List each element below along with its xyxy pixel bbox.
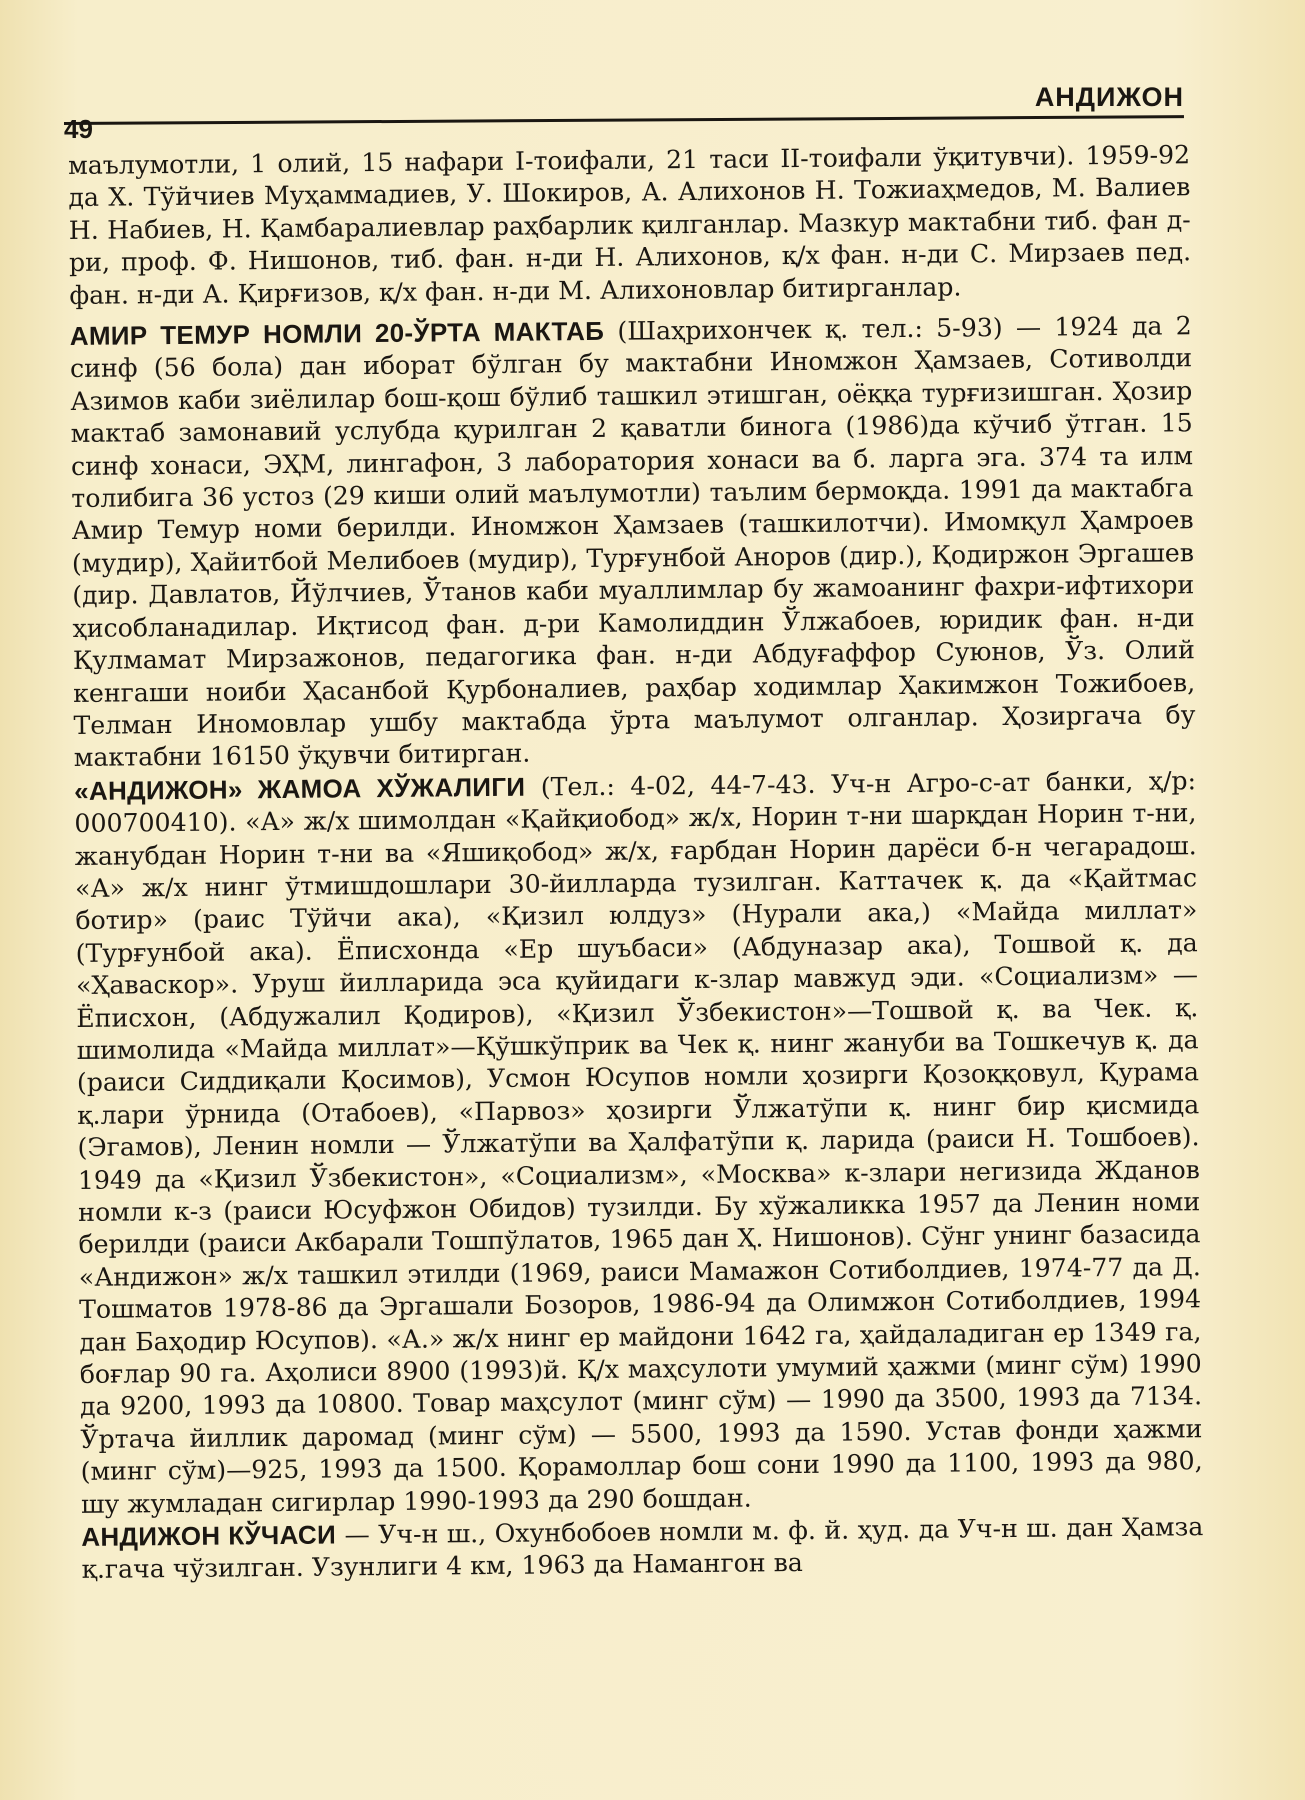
entry-amir-temur-school bbox=[70, 309, 1196, 774]
entry-text: (Тел.: 4-02, 44-7-43. Уч-н Агро-с-ат банки, ҳ/р: 000700410). «А» ж/х шимолдан «Қайқиобод» ж/х, Норин т-ни шарқдан Норин т-ни, жанубдан Норин т-ни ва «Яшиқобод» ж/х, ғарбдан Норин дарёси б-н чегарадош. «А» ж/х нинг ўтмишдошлари 30-йилларда тузилган. Каттачек қ. да «Қайтмас ботир» (раис Тўйчи ака), «Қизил юлдуз» (Нурали ака,) «Майда миллат» (Турғунбой ака). Ёписхонда «Ер шуъбаси» (Абдуназар ака), Тошвой қ. да «Ҳаваскор». Уруш йилларида эса қуйидаги к-злар мавжуд эди. «Социализм» — Ёписхон, (Абдужалил Қодиров), «Қизил Ўзбекистон»—Тошвой қ. ва Чек. қ. шимолида «Майда миллат»—Қўшкўприк ва Чек қ. нинг жануби ва Тошкечув қ. да (раиси Сиддиқали Қосимов), Усмон Юсупов номли ҳозирги Қозоққовул, Қурама қ.лари ўрнида (Отабоев), «Парвоз» ҳозирги Ўлжатўпи қ. нинг бир қисмида (Эгамов), Ленин номли — Ўлжатўпи ва Ҳалфатўпи қ. ларида (раиси Н. Тошбоев). 1949 да «Қизил Ўзбекистон», «Социализм», «Москва» к-злари негизида Жданов номли к-з (раиси Юсуфжон Обидов) тузилди. Бу хўжаликка 1957 да Ленин номи берилди (раиси Акбарали Тошпўлатов, 1965 дан Ҳ. Нишонов). Сўнг унинг базасида «Андижон» ж/х ташкил этилди (1969, раиси Мамажон Сотиболдиев, 1974-77 да Д. Тошматов 1978-86 да Эргашали Бозоров, 1986-94 да Олимжон Сотиболдиев, 1994 дан Баҳодир Юсупов). «А.» ж/х нинг ер майдони 1642 га, ҳайдаладиган ер 1349 га, боғлар 90 га. Аҳолиси 8900 (1993)й. Қ/х маҳсулоти умумий ҳажми (минг сўм) 1990 да 9200, 1993 да 10800. Товар маҳсулот (минг сўм) — 1990 да 3500, 1993 да 7134. Ўртача йиллик даромад (минг сўм) — 5500, 1993 да 1590. Устав фонди ҳажми (минг сўм)—925, 1993 да 1500. Қорамоллар бош сони 1990 да 1100, 1993 да 980, шу жумладан сигирлар 1990-1993 да 290 бошдан. bbox=[74, 765, 1203, 1519]
entry-andijon-street bbox=[81, 1510, 1204, 1587]
entry-heading: АМИР ТЕМУР НОМЛИ 20-ЎРТА МАКТАБ bbox=[69, 315, 605, 352]
entry-text: — Уч-н ш., Охунбобоев номли м. ф. й. ҳуд. да Уч-н ш. дан Ҳамза қ.гача чўзилган. Узунлиги 4 км, 1963 да Намангон ва bbox=[81, 1512, 1204, 1585]
entry-text: (Шаҳрихончек қ. тел.: 5-93) — 1924 да 2 синф (56 бола) дан иборат бўлган бу мактабни Иномжон Ҳамзаев, Сотиволди Азимов каби зиёлилар бош-қош бўлиб ташкил этишган, оёққа турғизишган. Ҳозир мактаб замонавий услубда қурилган 2 қаватли бинога (1986)да кўчиб ўтган. 15 синф хонаси, ЭҲМ, лингафон, 3 лаборатория хонаси ва б. ларга эга. 374 та илм толибига 36 устоз (29 киши олий маълумотли) таълим бермоқда. 1991 да мактабга Амир Темур номи берилди. Иномжон Ҳамзаев (ташкилотчи). Имомқул Ҳамроев (мудир), Ҳайитбой Мелибоев (мудир), Турғунбой Аноров (дир.), Қодиржон Эргашев (дир. Давлатов, Йўлчиев, Ўтанов каби муаллимлар бу жамоанинг фахри-ифтихори ҳисобланадилар. Иқтисод фан. д-ри Камолиддин Ўлжабоев, юридик фан. н-ди Қулмамат Мирзажонов, педагогика фан. н-ди Абдуғаффор Суюнов, Ўз. Олий кенгаши ноиби Ҳасанбой Қурбоналиев, раҳбар ходимлар Ҳакимжон Тожибоев, Телман Иномовлар ушбу мактабда ўрта маълумот олганлар. Ҳозиргача бу мактабни 16150 ўқувчи битирган. bbox=[69, 311, 1196, 773]
entry-andijon-collective-farm bbox=[74, 764, 1203, 1521]
header-rule bbox=[64, 115, 1184, 125]
entry-continuation bbox=[68, 139, 1192, 312]
page-number: 49 bbox=[64, 114, 93, 144]
page-header bbox=[64, 82, 1184, 146]
page-body bbox=[68, 139, 1204, 1587]
entry-heading: АНДИЖОН КЎЧАСИ bbox=[81, 1519, 337, 1552]
entry-heading: «АНДИЖОН» ЖАМОА ХЎЖАЛИГИ bbox=[74, 771, 526, 806]
entry-text: маълумотли, 1 олий, 15 нафари I-тоифали, 21 таси II-тоифали ўқитувчи). 1959-92 да Х. Тўйчиев Муҳаммадиев, У. Шокиров, А. Алихонов Н. Тожиаҳмедов, М. Валиев Н. Набиев, Н. Қамбаралиевлар раҳбарлик қилганлар. Мазкур мактабни тиб. фан д-ри, проф. Ф. Нишонов, тиб. фан. н-ди Н. Алихонов, қ/х фан. н-ди С. Мирзаев пед. фан. н-ди А. Қирғизов, қ/х фан. н-ди М. Алихоновлар битирганлар. bbox=[68, 140, 1192, 310]
running-head: АНДИЖОН bbox=[1034, 82, 1184, 112]
